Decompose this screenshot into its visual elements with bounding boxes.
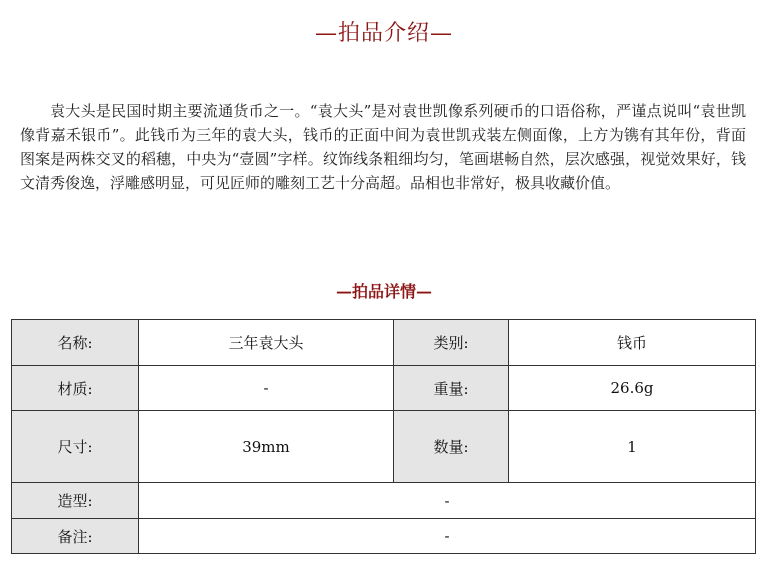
shape-value: -	[139, 483, 756, 519]
details-heading: —拍品详情—	[335, 282, 432, 301]
size-value: 39mm	[139, 411, 394, 483]
notes-label: 备注:	[12, 519, 139, 554]
name-value: 三年袁大头	[139, 320, 394, 366]
weight-label: 重量:	[394, 366, 509, 411]
table-row	[12, 320, 756, 366]
size-label: 尺寸:	[12, 411, 139, 483]
quantity-label: 数量:	[394, 411, 509, 483]
details-table	[11, 319, 756, 554]
material-value: -	[139, 366, 394, 411]
intro-heading: —拍品介绍—	[314, 21, 453, 46]
category-label: 类别:	[394, 320, 509, 366]
notes-value: -	[139, 519, 756, 554]
table-row	[12, 366, 756, 411]
intro-paragraph: 袁大头是民国时期主要流通货币之一。“袁大头”是对袁世凯像系列硬币的口语俗称，严谨点说叫“袁世凯像背嘉禾银币”。此钱币为三年的袁大头，钱币的正面中间为袁世凯戎装左侧面像，上方为镌有其年份，背面图案是两株交叉的稻穗，中央为“壹圆”字样。纹饰线条粗细均匀，笔画堪畅自然，层次感强，视觉效果好，钱文清秀俊逸，浮雕感明显，可见匠师的雕刻工艺十分高超。品相也非常好，极具收藏价值。	[20, 102, 746, 192]
table-row	[12, 519, 756, 554]
table-row	[12, 411, 756, 483]
quantity-value: 1	[509, 411, 756, 483]
table-row	[12, 483, 756, 519]
material-label: 材质:	[12, 366, 139, 411]
weight-value: 26.6g	[509, 366, 756, 411]
shape-label: 造型:	[12, 483, 139, 519]
name-label: 名称:	[12, 320, 139, 366]
category-value: 钱币	[509, 320, 756, 366]
